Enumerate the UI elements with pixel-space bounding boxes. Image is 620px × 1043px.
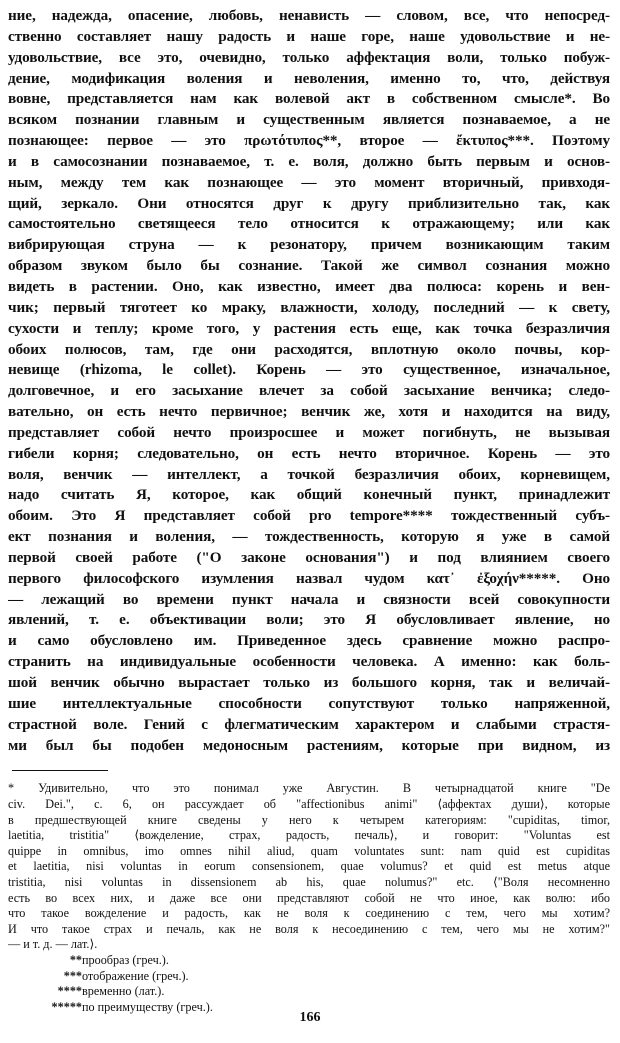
footnote-line: tristitia, nisi voluntas in dissensionem ab his, quae nolumus?" etc. ⟨"Воля несомненно: [8, 874, 610, 889]
footnote-entry: [8, 953, 610, 969]
text-line: первого философского изумления назвал чудом κατ᾽ ἐξοχήν*****. Оно: [8, 569, 610, 587]
text-line: первой своей работе ("О законе основания") и под влиянием своего: [8, 548, 610, 566]
text-line: ственно составляет нашу радость и наше горе, наше удовольствие и не-: [8, 27, 610, 45]
footnote-line: et laetitia, nisi voluntas in eorum consensionem, quae volumus? et quid est metus atque: [8, 859, 610, 874]
footnote-text: временно (лат.).: [82, 984, 165, 999]
text-line: шой венчик обычно вырастает только из большого корня, так и величай-: [8, 674, 610, 691]
footnote-line: что такое вожделение и радость, как не воля к соединению с тем, чего мы хотим?: [8, 906, 610, 921]
footnote-augustine: [8, 781, 610, 953]
footnotes: [8, 781, 610, 1015]
footnote-mark: ****: [57, 984, 82, 999]
footnote-line: — и т. д. — лат.⟩.: [8, 937, 98, 952]
text-line: невище (rhizoma, le collet). Корень — это существенное, изначальное,: [8, 361, 610, 379]
text-line: надо считать Я, которое, как общий конечный пункт, принадлежит: [8, 486, 610, 504]
text-line: шие интеллектуальные способности сопутствуют только напряженной,: [8, 694, 610, 712]
text-line: ным, между тем как познающее — это момент вторичный, привходя-: [8, 173, 610, 191]
text-line: долговечное, и его засыхание влечет за собой засыхание венчика; следо-: [8, 382, 610, 400]
footnote-line: И что такое страх и печаль, как не воля к несоединению с тем, чего мы не хотим?": [8, 921, 610, 936]
text-line: воля, венчик — интеллект, а точкой безразличия обоих, корневищем,: [8, 465, 610, 483]
text-line: вибрирующая струна — к резонатору, причем возникающим таким: [8, 236, 610, 254]
footnote-line: civ. Dei.", с. 6, он рассуждает об "affectionibus animi" ⟨аффектах души⟩, которые: [8, 796, 610, 811]
text-line: обоих полюсов, там, где они расходятся, вплотную около почвы, кор-: [8, 340, 610, 358]
footnote-mark: ***: [63, 968, 82, 983]
text-line: познающее: первое — это πρωτότυπος**, второе — ἔκτυπος***. Поэтому: [8, 132, 610, 150]
text-line: и в самосознании познаваемое, т. е. воля, должно быть первым и основ-: [8, 152, 610, 170]
footnote-separator: [12, 770, 108, 771]
text-line: гибели корня; следовательно, он есть нечто вторичное. Корень — это: [8, 444, 610, 462]
footnote-line: в предшествующей книге сведены у него к четырем категориям: "cupiditas, timor,: [8, 812, 610, 827]
footnote-text: прообраз (греч.).: [82, 952, 169, 967]
footnote-translations: [8, 953, 610, 1015]
page-number: 166: [299, 1010, 321, 1025]
text-line: ми был бы подобен медоносным растениям, которые при видном, из: [8, 736, 610, 754]
text-line: ние, надежда, опасение, любовь, ненависть — словом, все, что непосред-: [8, 7, 610, 24]
footnote-mark: **: [69, 952, 82, 967]
text-line: самостоятельно светящееся тело относится к отражающему; или как: [8, 215, 610, 233]
text-line: — лежащий во времени пункт начала и связности всей совокупности: [8, 590, 610, 608]
text-line: щий, зеркало. Они относятся друг к другу приблизительно так, как: [8, 194, 610, 212]
text-line: явлений, т. е. объективации воли; это Я обусловливает явление, но: [8, 611, 610, 629]
text-line: дение, модификация воления и неволения, именно то, что, действуя: [8, 69, 610, 87]
text-line: вательно, он есть нечто первичное; венчик же, хотя и находится на виду,: [8, 403, 610, 421]
text-line: всяком познании главным и существенным является познаваемое, а не: [8, 111, 610, 129]
footnote-line: laetitia, tristitia" ⟨вожделение, страх, радость, печаль⟩, и говорит: "Voluntas est: [8, 828, 610, 843]
text-line: чик; первый тяготеет ко мраку, влажности, холоду, последний — к свету,: [8, 298, 610, 316]
text-line: ект познания и воления, — тождественность, которую я уже в самой: [8, 528, 610, 546]
text-line: страстной воле. Гений с флегматическим характером и слабыми страстя-: [8, 715, 610, 733]
text-line: вовне, представляется нам как волевой акт в собственном смысле*. Во: [8, 90, 610, 108]
text-line: и само обусловлено им. Приведенное здесь сравнение можно распро-: [8, 632, 610, 650]
text-line: сухости и теплу; кроме того, у растения есть еще, как точка безразличия: [8, 319, 610, 337]
text-line: видеть в растении. Оно, как известно, имеет два полюса: корень и вен-: [8, 277, 610, 295]
main-text: [8, 6, 610, 756]
text-line: обоим. Это Я представляет собой pro tempore**** тождественный субъ-: [8, 507, 610, 525]
text-line: странить на индивидуальные особенности человека. А именно: как боль-: [8, 653, 610, 671]
footnote-line: quippe in omnibus, imo omnes nihil aliud, quam voluntates sunt: nam quid est cupiditas: [8, 843, 610, 858]
footnote-line: * Удивительно, что это понимал уже Августин. В четырнадцатой книге "De: [8, 781, 610, 796]
text-line: представляет собой нечто произросшее и может погибнуть, не вызывая: [8, 423, 610, 441]
text-line: удовольствие, все это, очевидно, только аффектация воли, только побуж-: [8, 48, 610, 66]
footnote-text: отображение (греч.).: [82, 968, 189, 983]
footnote-entry: [8, 969, 610, 985]
footnote-text: по преимуществу (греч.).: [82, 999, 213, 1014]
footnote-entry: [8, 984, 610, 1000]
footnote-mark: *****: [51, 999, 82, 1014]
text-line: образом звуком было бы сознание. Такой же символ сознания можно: [8, 257, 610, 275]
footnote-line: есть во всех них, и даже все они представляют собой не что иное, как волю: ибо: [8, 890, 610, 905]
